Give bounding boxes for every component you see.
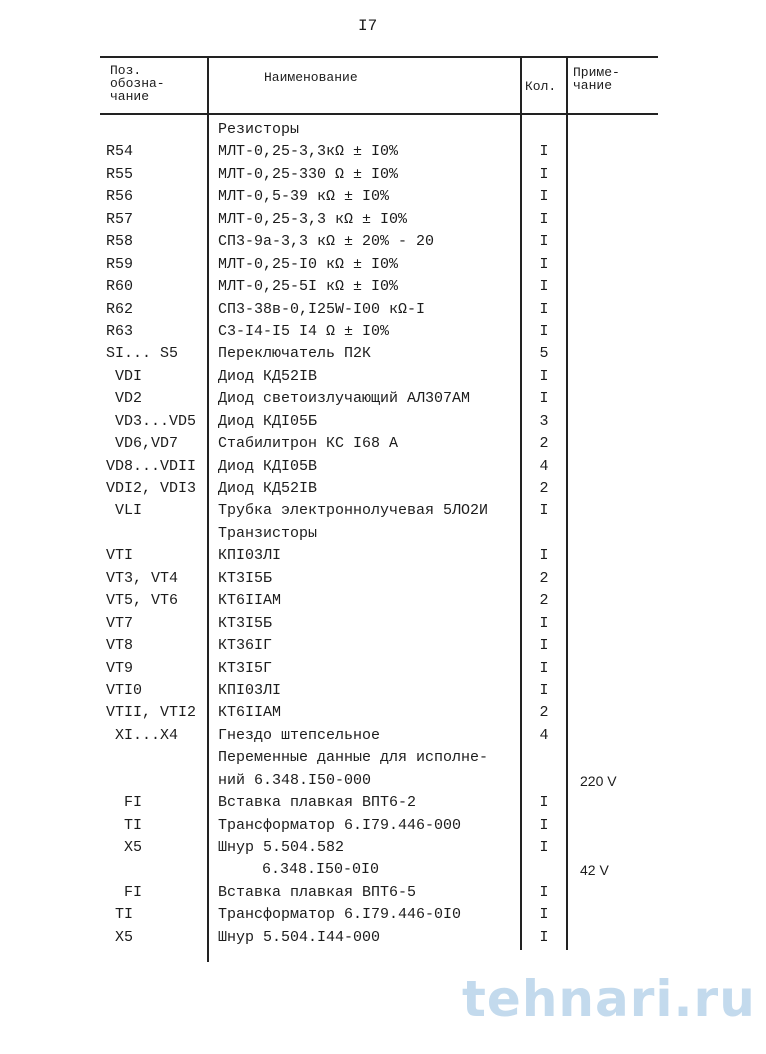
cell-name: КТ36IГ	[218, 637, 273, 655]
cell-pos: R58	[106, 233, 134, 251]
cell-qty: I	[539, 794, 549, 812]
cell-qty: I	[539, 928, 549, 946]
table-row	[0, 568, 766, 590]
cell-pos: VT8	[106, 637, 134, 655]
cell-qty: 2	[539, 480, 549, 497]
table-row	[0, 523, 766, 545]
cell-qty: 4	[539, 457, 549, 475]
table-row	[0, 747, 766, 769]
table-row	[0, 478, 766, 500]
cell-name: КТ3I5Б	[218, 614, 273, 632]
cell-qty: I	[539, 300, 549, 318]
cell-name: ний 6.348.I50-000	[218, 771, 372, 789]
cell-name: Диод КДI05В	[218, 457, 318, 475]
table-row	[0, 904, 766, 926]
cell-name: Гнездо штепсельное	[218, 726, 381, 744]
cell-name: КТ3I5Г	[218, 659, 273, 677]
cell-name: Вставка плавкая ВПТ6-5	[218, 883, 417, 901]
cell-name: Стабилитрон КС I68 А	[218, 435, 399, 453]
table-row	[0, 433, 766, 455]
cell-name: Диод светоизлучающий АЛ307АМ	[218, 390, 471, 408]
table-row	[0, 859, 766, 881]
cell-name: Резисторы	[218, 121, 300, 138]
table-row	[0, 613, 766, 635]
cell-name: СП3-38в-0,I25W-I00 кΩ-I	[218, 300, 426, 318]
cell-name: Переменные данные для исполне-	[218, 749, 489, 767]
cell-note: 42 V	[580, 862, 609, 879]
cell-pos: X5	[106, 839, 143, 856]
header-pos-line: Поз.	[110, 63, 142, 78]
cell-name: КТ6IIАМ	[218, 592, 282, 610]
cell-pos: VD2	[106, 390, 143, 408]
header-pos-line: чание	[110, 89, 150, 104]
cell-qty: 2	[539, 592, 549, 610]
cell-pos: X5	[106, 928, 134, 946]
cell-pos: VT3, VT4	[106, 569, 179, 587]
table-row	[0, 343, 766, 365]
cell-pos: VT5, VT6	[106, 592, 179, 610]
cell-pos: TI	[106, 906, 134, 924]
cell-pos: R55	[106, 165, 134, 183]
table-row	[0, 119, 766, 141]
cell-qty: I	[539, 681, 549, 699]
cell-pos: SI... S5	[106, 345, 179, 363]
cell-qty: I	[539, 659, 549, 677]
header-pos	[110, 64, 165, 103]
cell-name: Трубка электроннолучевая 5ЛО2И	[218, 502, 489, 520]
cell-name: С3-I4-I5 I4 Ω ± I0%	[218, 322, 390, 340]
cell-name: 6.348.I50-0I0	[262, 861, 380, 879]
cell-pos: VT7	[106, 614, 134, 632]
table-row	[0, 299, 766, 321]
table-row	[0, 186, 766, 208]
table-row	[0, 680, 766, 702]
cell-qty: I	[539, 502, 549, 520]
table-row	[0, 837, 766, 859]
table-row	[0, 792, 766, 814]
table-row	[0, 770, 766, 792]
cell-name: Диод КДI05Б	[218, 412, 318, 430]
watermark: tehnari.ru	[462, 970, 756, 1028]
cell-qty: I	[539, 906, 549, 924]
cell-name: СП3-9а-3,3 кΩ ± 20% - 20	[218, 233, 435, 251]
cell-qty: I	[539, 210, 549, 228]
header-pos-line: обозна-	[110, 76, 165, 91]
table-row	[0, 164, 766, 186]
table-row	[0, 388, 766, 410]
table-row	[0, 882, 766, 904]
cell-qty: I	[539, 233, 549, 251]
table-row	[0, 141, 766, 163]
cell-qty: I	[539, 816, 549, 834]
cell-pos: VD8...VDII	[106, 457, 197, 475]
header-note-line: Приме-	[573, 65, 620, 80]
table-row	[0, 500, 766, 522]
cell-qty: I	[539, 143, 549, 161]
cell-pos: R57	[106, 210, 134, 228]
cell-name: КПI03ЛI	[218, 547, 282, 565]
cell-name: КТ3I5Б	[218, 569, 273, 587]
cell-name: Трансформатор 6.I79.446-0I0	[218, 906, 462, 924]
header-note	[573, 66, 620, 92]
cell-qty: I	[539, 322, 549, 340]
table-row	[0, 366, 766, 388]
header-bottom-border	[100, 113, 658, 115]
table-row	[0, 231, 766, 253]
cell-qty: I	[539, 278, 549, 296]
cell-name: МЛТ-0,25-330 Ω ± I0%	[218, 165, 399, 183]
cell-note: 220 V	[580, 772, 617, 789]
cell-name: МЛТ-0,5-39 кΩ ± I0%	[218, 188, 390, 206]
cell-name: Шнур 5.504.582	[218, 839, 345, 856]
cell-pos: VDI	[106, 367, 143, 385]
cell-pos: R62	[106, 300, 134, 318]
cell-qty: I	[539, 547, 549, 565]
cell-name: КПI03ЛI	[218, 681, 282, 699]
cell-qty: 2	[539, 569, 549, 587]
cell-name: Диод КД52IВ	[218, 367, 318, 385]
table-row	[0, 702, 766, 724]
cell-name: Трансформатор 6.I79.446-000	[218, 816, 462, 834]
cell-pos: VT9	[106, 659, 134, 677]
table-row	[0, 456, 766, 478]
cell-qty: 3	[539, 412, 549, 430]
cell-name: Вставка плавкая ВПТ6-2	[218, 794, 417, 812]
table-row	[0, 411, 766, 433]
cell-qty: I	[539, 390, 549, 408]
page-number: I7	[358, 17, 378, 35]
cell-pos: R54	[106, 143, 134, 161]
cell-qty: I	[539, 165, 549, 183]
cell-qty: I	[539, 255, 549, 273]
table-row	[0, 815, 766, 837]
cell-qty: I	[539, 637, 549, 655]
cell-pos: R63	[106, 322, 134, 340]
cell-pos: TI	[106, 816, 143, 834]
parts-list	[0, 119, 766, 949]
header-name: Наименование	[264, 70, 358, 85]
cell-pos: VTI	[106, 547, 134, 565]
table-row	[0, 635, 766, 657]
table-row	[0, 545, 766, 567]
cell-pos: VD3...VD5	[106, 412, 197, 430]
cell-pos: VD6,VD7	[106, 435, 179, 453]
table-row	[0, 658, 766, 680]
cell-name: КТ6IIАМ	[218, 704, 282, 722]
cell-name: МЛТ-0,25-I0 кΩ ± I0%	[218, 255, 399, 273]
table-row	[0, 321, 766, 343]
cell-pos: R56	[106, 188, 134, 206]
table-row	[0, 927, 766, 949]
table-row	[0, 276, 766, 298]
cell-pos: R59	[106, 255, 134, 273]
cell-qty: 2	[539, 435, 549, 453]
cell-qty: 4	[539, 726, 549, 744]
table-row	[0, 725, 766, 747]
cell-qty: I	[539, 883, 549, 901]
cell-pos: VTI0	[106, 681, 143, 699]
table-row	[0, 209, 766, 231]
cell-pos: XI...X4	[106, 726, 179, 744]
header-note-line: чание	[573, 78, 613, 93]
cell-pos: VDI2, VDI3	[106, 480, 197, 497]
cell-pos: VTII, VTI2	[106, 704, 197, 722]
cell-pos: FI	[106, 883, 143, 901]
cell-name: Шнур 5.504.I44-000	[218, 928, 381, 946]
cell-name: Транзисторы	[218, 524, 318, 542]
cell-pos: FI	[106, 794, 143, 812]
cell-qty: I	[539, 188, 549, 206]
cell-qty: I	[539, 839, 549, 856]
cell-name: Переключатель П2К	[218, 345, 372, 363]
cell-name: МЛТ-0,25-3,3 кΩ ± I0%	[218, 210, 408, 228]
cell-name: Диод КД52IВ	[218, 480, 318, 497]
cell-qty: 5	[539, 345, 549, 363]
cell-qty: 2	[539, 704, 549, 722]
table-top-border	[100, 56, 658, 58]
header-qty: Кол.	[525, 79, 557, 94]
table-row	[0, 254, 766, 276]
cell-pos: VLI	[106, 502, 143, 520]
cell-pos: R60	[106, 278, 134, 296]
cell-qty: I	[539, 614, 549, 632]
cell-name: МЛТ-0,25-3,3кΩ ± I0%	[218, 143, 399, 161]
cell-name: МЛТ-0,25-5I кΩ ± I0%	[218, 278, 399, 296]
table-row	[0, 590, 766, 612]
cell-qty: I	[539, 367, 549, 385]
